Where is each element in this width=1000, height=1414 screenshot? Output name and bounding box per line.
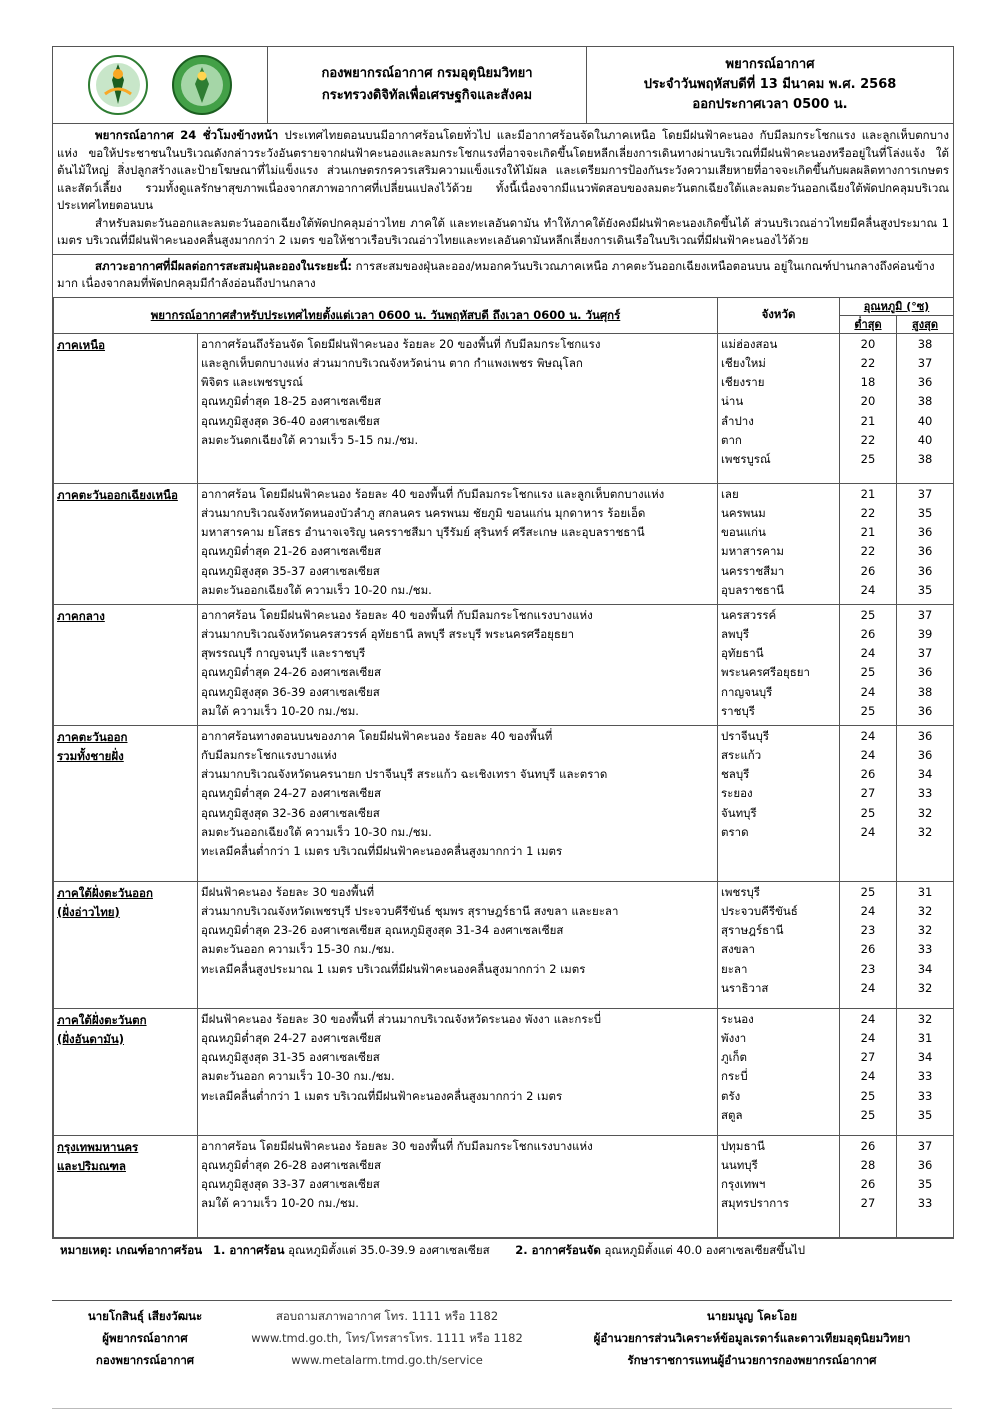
summary-paragraph-2: สำหรับลมตะวันออกและลมตะวันออกเฉียงใต้พัดปกคลุมอ่าวไทย ภาคใต้ และทะเลอันดามัน ทำให้ภาคใต้ยังคงมีฝนฟ้าคะนองเกิดขึ้นได้ ส่วนบริเวณอ่าวไทยมีคลื่นสูงประมาณ 1 เมตร บริเวณที่มีฝนฟ้าคะนองคลื่นสูงมากกว่า 2 เมตร ขอให้ชาวเรือบริเวณอ่าวไทยและทะเลอันดามันหลีกเลี่ยงการเดินเรือในบริเวณที่มีฝนฟ้าคะนองไว้ด้วย	[57, 215, 949, 247]
description-line: อุณหภูมิต่ำสุด 24-27 องศาเซลเซียส	[201, 1030, 382, 1045]
max-temp: 40	[917, 413, 933, 428]
province-name: นครพนม	[721, 505, 766, 520]
description-line: ลมตะวันออก ความเร็ว 15-30 กม./ชม.	[201, 942, 395, 957]
province-name: ระยอง	[721, 786, 753, 801]
contact-info	[232, 1305, 542, 1371]
province-name: ขอนแก่น	[721, 525, 766, 540]
min-temp: 25	[860, 1107, 876, 1122]
province-name: ประจวบคีรีขันธ์	[721, 903, 798, 918]
max-temp-cell	[897, 725, 954, 881]
region-name	[54, 604, 198, 725]
province-name: แม่ฮ่องสอน	[721, 336, 778, 351]
region-description	[198, 483, 718, 604]
max-temp: 32	[917, 1011, 933, 1026]
region-row	[54, 881, 954, 1008]
province-name: พระนครศรีอยุธยา	[721, 665, 811, 680]
description-line: อากาศร้อนทางตอนบนของภาค โดยมีฝนฟ้าคะนอง ร้อยละ 40 ของพื้นที่	[201, 728, 553, 743]
province-name: สงขลา	[721, 942, 756, 957]
description-line: ส่วนมากบริเวณจังหวัดนครนายก ปราจีนบุรี สระแก้ว ฉะเชิงเทรา จันทบุรี และตราด	[201, 767, 608, 782]
max-temp-header: สูงสุด	[897, 315, 954, 333]
description-line: ทะเลมีคลื่นต่ำกว่า 1 เมตร บริเวณที่มีฝนฟ้าคะนองคลื่นสูงมากกว่า 1 เมตร	[201, 844, 563, 859]
description-line: อากาศร้อน โดยมีฝนฟ้าคะนอง ร้อยละ 40 ของพื้นที่ กับมีลมกระโชกแรงบางแห่ง	[201, 607, 593, 622]
max-temp: 35	[917, 582, 933, 597]
min-temp: 22	[860, 355, 876, 370]
contact-service-url[interactable]: www.metalarm.tmd.go.th/service	[291, 1353, 483, 1367]
description-line: มีฝนฟ้าคะนอง ร้อยละ 30 ของพื้นที่ ส่วนมากบริเวณจังหวัดระนอง พังงา และกระบี่	[201, 1011, 602, 1026]
max-temp: 36	[917, 563, 933, 578]
province-name: ยะลา	[721, 961, 748, 976]
note-item-1-label: 1. อากาศร้อน	[213, 1243, 285, 1257]
description-line: อุณหภูมิสูงสุด 36-40 องศาเซลเซียส	[201, 413, 380, 428]
min-temp: 24	[860, 747, 876, 762]
province-name: ตาก	[721, 432, 742, 447]
province-name-cell	[718, 333, 840, 483]
region-name	[54, 881, 198, 1008]
max-temp: 39	[917, 626, 933, 641]
min-temp: 23	[860, 923, 876, 938]
description-line: มีฝนฟ้าคะนอง ร้อยละ 30 ของพื้นที่	[201, 884, 375, 899]
description-line: อุณหภูมิต่ำสุด 24-26 องศาเซลเซียส	[201, 665, 382, 680]
province-name: เชียงราย	[721, 375, 765, 390]
table-header-row	[54, 297, 954, 315]
summary-heading: พยากรณ์อากาศ 24 ชั่วโมงข้างหน้า	[95, 128, 279, 142]
province-name-cell	[718, 725, 840, 881]
province-name: สุราษฎร์ธานี	[721, 923, 784, 938]
footer-divider	[52, 1300, 952, 1301]
min-temp: 22	[860, 544, 876, 559]
min-temp: 27	[860, 786, 876, 801]
region-row	[54, 1135, 954, 1237]
min-temp: 27	[860, 1050, 876, 1065]
province-name: สระแก้ว	[721, 747, 762, 762]
description-line: อุณหภูมิสูงสุด 32-36 องศาเซลเซียส	[201, 805, 380, 820]
min-temp-cell	[840, 483, 897, 604]
min-temp: 26	[860, 1177, 876, 1192]
forecast-title-line-1: พยากรณ์อากาศ	[725, 57, 815, 72]
province-name: เพชรบูรณ์	[721, 452, 771, 467]
min-temp: 23	[860, 961, 876, 976]
max-temp: 32	[917, 824, 933, 839]
description-line: และลูกเห็บตกบางแห่ง ส่วนมากบริเวณจังหวัดน่าน ตาก กำแพงเพชร พิษณุโลก	[201, 355, 583, 370]
director-signature	[556, 1305, 948, 1371]
region-row	[54, 604, 954, 725]
ministry-logo-icon	[87, 54, 149, 116]
description-line: กับมีลมกระโชกแรงบางแห่ง	[201, 747, 337, 762]
min-temp: 24	[860, 980, 876, 995]
description-line: ลมตะวันออกเฉียงใต้ ความเร็ว 10-20 กม./ชม.	[201, 582, 432, 597]
description-line: อุณหภูมิต่ำสุด 26-28 องศาเซลเซียส	[201, 1157, 382, 1172]
max-temp: 34	[917, 961, 933, 976]
region-row	[54, 1008, 954, 1135]
province-name: ภูเก็ต	[721, 1050, 747, 1065]
max-temp: 33	[917, 1088, 933, 1103]
region-description	[198, 1135, 718, 1237]
province-name: ปราจีนบุรี	[721, 728, 770, 743]
region-name	[54, 1135, 198, 1237]
description-line: ส่วนมากบริเวณจังหวัดเพชรบุรี ประจวบคีรีขันธ์ ชุมพร สุราษฎร์ธานี สงขลา และยะลา	[201, 903, 619, 918]
min-temp: 22	[860, 505, 876, 520]
min-temp-cell	[840, 881, 897, 1008]
province-name: นนทบุรี	[721, 1157, 758, 1172]
region-name-line: ภาคใต้ฝั่งตะวันตก	[57, 1012, 147, 1027]
min-temp: 24	[860, 684, 876, 699]
min-temp: 21	[860, 413, 876, 428]
department-line-1: กองพยากรณ์อากาศ กรมอุตุนิยมวิทยา	[321, 66, 533, 81]
province-name: มหาสารคาม	[721, 544, 785, 559]
max-temp: 36	[917, 728, 933, 743]
forecaster-role: ผู้พยากรณ์อากาศ	[102, 1331, 188, 1345]
description-line: อุณหภูมิสูงสุด 35-37 องศาเซลเซียส	[201, 563, 380, 578]
hot-weather-note	[60, 1242, 805, 1260]
min-temp: 18	[860, 375, 876, 390]
min-temp: 24	[860, 1011, 876, 1026]
min-temp: 25	[860, 452, 876, 467]
min-temp: 28	[860, 1157, 876, 1172]
max-temp: 38	[917, 394, 933, 409]
max-temp: 32	[917, 923, 933, 938]
description-line: อุณหภูมิต่ำสุด 18-25 องศาเซลเซียส	[201, 394, 382, 409]
max-temp: 36	[917, 747, 933, 762]
region-description	[198, 604, 718, 725]
min-temp-cell	[840, 1008, 897, 1135]
province-name-cell	[718, 483, 840, 604]
min-temp-cell	[840, 725, 897, 881]
forecaster-signature	[60, 1305, 230, 1371]
min-temp: 26	[860, 1138, 876, 1153]
region-name	[54, 1008, 198, 1135]
max-temp: 38	[917, 452, 933, 467]
min-temp: 21	[860, 486, 876, 501]
forecast-summary	[53, 124, 953, 255]
max-temp: 37	[917, 607, 933, 622]
max-temp: 31	[917, 1030, 933, 1045]
summary-paragraph-1	[57, 127, 949, 215]
director-title: ผู้อำนวยการส่วนวิเคราะห์ข้อมูลเรดาร์และดาวเทียมอุตุนิยมวิทยา	[593, 1331, 911, 1345]
max-temp: 37	[917, 646, 933, 661]
director-name: นายมนูญ โคะโอย	[706, 1309, 798, 1323]
max-temp: 33	[917, 1069, 933, 1084]
province-name: กระบี่	[721, 1069, 748, 1084]
province-name: เพชรบุรี	[721, 884, 760, 899]
province-name-cell	[718, 1008, 840, 1135]
region-description	[198, 725, 718, 881]
description-line: อุณหภูมิต่ำสุด 23-26 องศาเซลเซียส อุณหภูมิสูงสุด 31-34 องศาเซลเซียส	[201, 923, 564, 938]
min-temp: 20	[860, 336, 876, 351]
province-name: ชลบุรี	[721, 767, 750, 782]
region-row	[54, 483, 954, 604]
dust-condition	[53, 255, 953, 297]
province-name: ตรัง	[721, 1088, 741, 1103]
max-temp: 34	[917, 767, 933, 782]
dust-heading: สภาวะอากาศที่มีผลต่อการสะสมฝุ่นละอองในระยะนี้:	[95, 258, 352, 273]
contact-website[interactable]: www.tmd.go.th, โทร/โทรสารโทร. 1111 หรือ 1182	[251, 1331, 523, 1345]
region-name-line: กรุงเทพมหานคร	[57, 1139, 139, 1154]
description-line: ลมใต้ ความเร็ว 10-20 กม./ชม.	[201, 1196, 359, 1211]
max-temp-cell	[897, 333, 954, 483]
region-name	[54, 333, 198, 483]
max-temp: 37	[917, 1138, 933, 1153]
province-name: นครราชสีมา	[721, 563, 785, 578]
min-temp: 26	[860, 942, 876, 957]
summary-text-1: ประเทศไทยตอนบนมีอากาศร้อนโดยทั่วไป และมีอากาศร้อนจัดในภาคเหนือ โดยมีฝนฟ้าคะนอง กับมีลมกระโชกแรง และลูกเห็บตกบางแห่ง ขอให้ประชาชนในบริเวณดังกล่าวระวังอันตรายจากฝนฟ้าคะนองและลมกระโชกแรงที่อาจจะเกิดขึ้นโดยหลีกเลี่ยงการเดินทางผ่านบริเวณที่มีฝนฟ้าคะนองหรืออยู่ในที่โล่งแจ้ง ใต้ต้นไม้ใหญ่ สิ่งปลูกสร้างและป้ายโฆษณาที่ไม่แข็งแรง ส่วนเกษตรกรควรเสริมความแข็งแรงให้ไม้ผล และเตรียมการป้องกันระวังความเสียหายที่อาจจะเกิดขึ้นกับผลผลิตทางการเกษตรและสัตว์เลี้ยง รวมทั้งดูแลรักษาสุขภาพเนื่องจากสภาพอากาศที่เปลี่ยนแปลงไว้ด้วย ทั้งนี้เนื่องจากมีแนวพัดสอบของลมตะวันตกเฉียงใต้และลมตะวันออกเฉียงใต้พัดปกคลุมบริเวณประเทศไทยตอนบน	[57, 128, 949, 212]
province-name: จันทบุรี	[721, 805, 757, 820]
description-line: ลมตะวันตกเฉียงใต้ ความเร็ว 5-15 กม./ชม.	[201, 432, 419, 447]
min-temp: 25	[860, 665, 876, 680]
region-row	[54, 333, 954, 483]
max-temp: 36	[917, 665, 933, 680]
province-name: อุบลราชธานี	[721, 582, 785, 597]
region-description	[198, 1008, 718, 1135]
max-temp: 33	[917, 1196, 933, 1211]
min-temp: 25	[860, 703, 876, 718]
document-header	[53, 47, 953, 124]
forecast-document	[52, 46, 954, 1239]
min-temp: 25	[860, 805, 876, 820]
forecaster-division: กองพยากรณ์อากาศ	[95, 1353, 195, 1367]
min-temp: 24	[860, 728, 876, 743]
max-temp: 35	[917, 1107, 933, 1122]
min-temp: 27	[860, 1196, 876, 1211]
dust-text: การสะสมของฝุ่นละออง/หมอกควันบริเวณภาคเหนือ ภาคตะวันออกเฉียงเหนือตอนบน อยู่ในเกณฑ์ปานกลางถึงค่อนข้างมาก เนื่องจากลมที่พัดปกคลุมมีกำลังอ่อนถึงปานกลาง	[57, 258, 935, 290]
note-label: หมายเหตุ: เกณฑ์อากาศร้อน	[60, 1243, 203, 1257]
province-name-cell	[718, 604, 840, 725]
min-temp: 24	[860, 1030, 876, 1045]
region-name-line: (ฝั่งอ่าวไทย)	[57, 904, 120, 919]
max-temp: 32	[917, 805, 933, 820]
province-name: เลย	[721, 486, 739, 501]
province-name: สตูล	[721, 1107, 743, 1122]
province-name: ราชบุรี	[721, 703, 755, 718]
region-name-line: ภาคตะวันออกเฉียงเหนือ	[57, 487, 178, 502]
max-temp-cell	[897, 1008, 954, 1135]
province-name: นราธิวาส	[721, 980, 769, 995]
region-name-line: และปริมณฑล	[57, 1158, 126, 1173]
province-name: กาญจนบุรี	[721, 684, 773, 699]
min-temp: 26	[860, 563, 876, 578]
max-temp-cell	[897, 483, 954, 604]
description-line: ลมตะวันออกเฉียงใต้ ความเร็ว 10-30 กม./ชม.	[201, 824, 432, 839]
region-name-line: รวมทั้งชายฝั่ง	[57, 748, 124, 763]
contact-phone: สอบถามสภาพอากาศ โทร. 1111 หรือ 1182	[275, 1309, 499, 1323]
min-temp: 25	[860, 1088, 876, 1103]
min-temp-cell	[840, 1135, 897, 1237]
description-line: อุณหภูมิต่ำสุด 24-27 องศาเซลเซียส	[201, 786, 382, 801]
region-name	[54, 483, 198, 604]
province-name: กรุงเทพฯ	[721, 1177, 766, 1192]
director-acting-title: รักษาราชการแทนผู้อำนวยการกองพยากรณ์อากาศ	[627, 1353, 877, 1367]
max-temp: 36	[917, 525, 933, 540]
min-temp: 21	[860, 525, 876, 540]
province-name: พังงา	[721, 1030, 747, 1045]
description-line: ทะเลมีคลื่นสูงประมาณ 1 เมตร บริเวณที่มีฝนฟ้าคะนองคลื่นสูงมากกว่า 2 เมตร	[201, 961, 586, 976]
region-description	[198, 333, 718, 483]
region-name-line: ภาคกลาง	[57, 608, 105, 623]
max-temp: 35	[917, 505, 933, 520]
note-item-1-text: อุณหภูมิตั้งแต่ 35.0-39.9 องศาเซลเซียส	[284, 1243, 490, 1257]
description-line: อุณหภูมิสูงสุด 33-37 องศาเซลเซียส	[201, 1177, 380, 1192]
description-line: ทะเลมีคลื่นต่ำกว่า 1 เมตร บริเวณที่มีฝนฟ้าคะนองคลื่นสูงมากกว่า 2 เมตร	[201, 1088, 563, 1103]
description-line: อากาศร้อน โดยมีฝนฟ้าคะนอง ร้อยละ 30 ของพื้นที่ กับมีลมกระโชกแรงบางแห่ง	[201, 1138, 593, 1153]
note-item-2-label: 2. อากาศร้อนจัด	[515, 1243, 601, 1257]
max-temp: 38	[917, 684, 933, 699]
issue-time: ออกประกาศเวลา 0500 น.	[692, 97, 848, 112]
max-temp: 37	[917, 486, 933, 501]
max-temp: 34	[917, 1050, 933, 1065]
dust-paragraph	[57, 258, 949, 293]
min-temp: 25	[860, 884, 876, 899]
province-name: นครสวรรค์	[721, 607, 777, 622]
max-temp: 33	[917, 786, 933, 801]
max-temp: 36	[917, 1157, 933, 1172]
province-name: ลำปาง	[721, 413, 754, 428]
max-temp: 36	[917, 544, 933, 559]
min-temp: 26	[860, 767, 876, 782]
min-temp: 20	[860, 394, 876, 409]
description-line: ส่วนมากบริเวณจังหวัดหนองบัวลำภู สกลนคร นครพนม ชัยภูมิ ขอนแก่น มุกดาหาร ร้อยเอ็ด	[201, 505, 646, 520]
description-line: ลมตะวันออก ความเร็ว 10-30 กม./ชม.	[201, 1069, 395, 1084]
temperature-column-header: อุณหภูมิ (°ซ)	[840, 297, 954, 315]
max-temp-cell	[897, 604, 954, 725]
forecast-title	[587, 47, 953, 123]
regional-forecast-table	[53, 297, 954, 1238]
max-temp: 38	[917, 336, 933, 351]
province-name: ตราด	[721, 824, 749, 839]
forecast-date: ประจำวันพฤหัสบดีที่ 13 มีนาคม พ.ศ. 2568	[643, 77, 897, 92]
max-temp: 36	[917, 375, 933, 390]
description-line: อากาศร้อน โดยมีฝนฟ้าคะนอง ร้อยละ 40 ของพื้นที่ กับมีลมกระโชกแรง และลูกเห็บตกบางแห่ง	[201, 486, 665, 501]
table-title: พยากรณ์อากาศสำหรับประเทศไทยตั้งแต่เวลา 0600 น. วันพฤหัสบดี ถึงเวลา 0600 น. วันศุกร์	[54, 297, 718, 333]
province-name: เชียงใหม่	[721, 355, 766, 370]
region-name	[54, 725, 198, 881]
region-name-line: (ฝั่งอันดามัน)	[57, 1031, 125, 1046]
min-temp: 24	[860, 1069, 876, 1084]
province-name: อุทัยธานี	[721, 646, 764, 661]
max-temp-cell	[897, 881, 954, 1008]
max-temp: 31	[917, 884, 933, 899]
region-row	[54, 725, 954, 881]
note-item-2-text: อุณหภูมิตั้งแต่ 40.0 องศาเซลเซียสขึ้นไป	[600, 1243, 806, 1257]
min-temp: 26	[860, 626, 876, 641]
region-name-line: ภาคเหนือ	[57, 337, 106, 352]
min-temp: 24	[860, 903, 876, 918]
region-name-line: ภาคใต้ฝั่งตะวันออก	[57, 885, 153, 900]
province-name: ปทุมธานี	[721, 1138, 765, 1153]
province-name: น่าน	[721, 394, 744, 409]
min-temp: 24	[860, 582, 876, 597]
min-temp: 24	[860, 646, 876, 661]
min-temp-header: ต่ำสุด	[840, 315, 897, 333]
description-line: มหาสารคาม ยโสธร อำนาจเจริญ นครราชสีมา บุรีรัมย์ สุรินทร์ ศรีสะเกษ และอุบลราชธานี	[201, 525, 645, 540]
region-description	[198, 881, 718, 1008]
min-temp: 22	[860, 432, 876, 447]
region-name-line: ภาคตะวันออก	[57, 729, 128, 744]
tmd-logo-icon	[171, 54, 233, 116]
max-temp: 37	[917, 355, 933, 370]
description-line: พิจิตร และเพชรบูรณ์	[201, 375, 303, 390]
logos	[53, 47, 268, 123]
description-line: อุณหภูมิสูงสุด 31-35 องศาเซลเซียส	[201, 1050, 380, 1065]
bottom-divider	[52, 1408, 952, 1409]
department-title	[268, 47, 587, 123]
min-temp-cell	[840, 333, 897, 483]
max-temp: 33	[917, 942, 933, 957]
max-temp: 32	[917, 903, 933, 918]
forecaster-name: นายโกสินธุ์ เสียงวัฒนะ	[87, 1309, 203, 1323]
description-line: สุพรรณบุรี กาญจนบุรี และราชบุรี	[201, 646, 366, 661]
description-line: ส่วนมากบริเวณจังหวัดนครสวรรค์ อุทัยธานี ลพบุรี สระบุรี พระนครศรีอยุธยา	[201, 626, 575, 641]
province-column-header: จังหวัด	[718, 297, 840, 333]
max-temp: 32	[917, 980, 933, 995]
province-name: สมุทรปราการ	[721, 1196, 789, 1211]
province-name: ระนอง	[721, 1011, 754, 1026]
max-temp: 40	[917, 432, 933, 447]
province-name: ลพบุรี	[721, 626, 750, 641]
department-line-2: กระทรวงดิจิทัลเพื่อเศรษฐกิจและสังคม	[321, 88, 533, 103]
description-line: อุณหภูมิต่ำสุด 21-26 องศาเซลเซียส	[201, 544, 382, 559]
max-temp-cell	[897, 1135, 954, 1237]
min-temp: 25	[860, 607, 876, 622]
description-line: ลมใต้ ความเร็ว 10-20 กม./ชม.	[201, 703, 359, 718]
max-temp: 35	[917, 1177, 933, 1192]
min-temp: 24	[860, 824, 876, 839]
province-name-cell	[718, 881, 840, 1008]
description-line: อุณหภูมิสูงสุด 36-39 องศาเซลเซียส	[201, 684, 380, 699]
max-temp: 36	[917, 703, 933, 718]
description-line: อากาศร้อนถึงร้อนจัด โดยมีฝนฟ้าคะนอง ร้อยละ 20 ของพื้นที่ กับมีลมกระโชกแรง	[201, 336, 601, 351]
province-name-cell	[718, 1135, 840, 1237]
min-temp-cell	[840, 604, 897, 725]
